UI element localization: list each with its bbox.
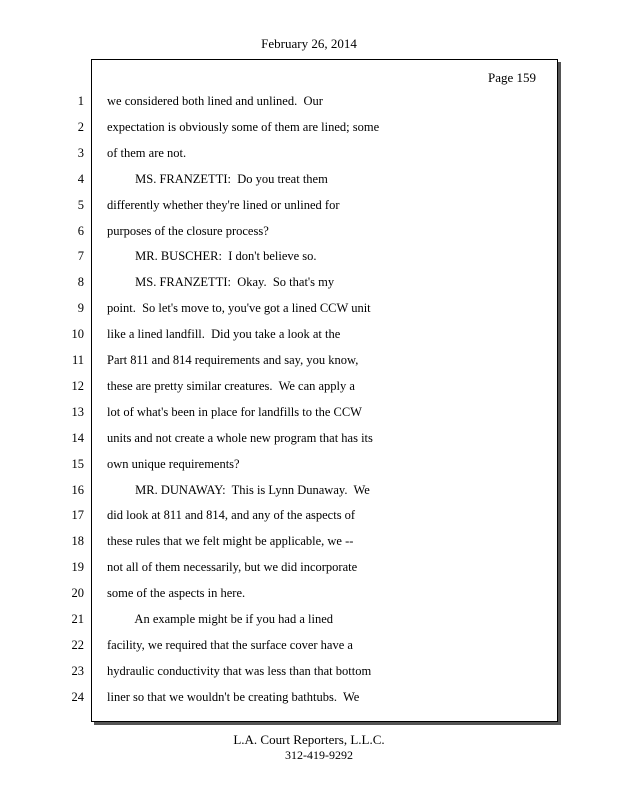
line-number: 11 bbox=[71, 353, 84, 367]
line-number: 1 bbox=[77, 94, 84, 108]
line-number: 21 bbox=[71, 612, 84, 626]
transcript-line bbox=[0, 429, 618, 447]
transcript-line bbox=[0, 506, 618, 524]
transcript-line bbox=[0, 481, 618, 499]
line-text: An example might be if you had a lined bbox=[107, 612, 333, 626]
line-number: 16 bbox=[71, 482, 84, 497]
transcript-line bbox=[0, 662, 618, 680]
line-number: 23 bbox=[71, 663, 84, 678]
line-text: like a lined landfill. Did you take a look at the bbox=[107, 327, 341, 342]
line-text: these rules that we felt might be applicable, we -- bbox=[107, 534, 354, 549]
line-text: MR. BUSCHER: I don't believe so. bbox=[107, 249, 317, 264]
line-text: own unique requirements? bbox=[107, 456, 240, 471]
transcript-line bbox=[0, 610, 618, 628]
transcript-line bbox=[0, 455, 618, 473]
line-text: liner so that we wouldn't be creating bathtubs. We bbox=[107, 689, 360, 704]
line-text: hydraulic conductivity that was less than that bottom bbox=[107, 663, 372, 678]
transcript-line bbox=[0, 325, 618, 343]
line-text: facility, we required that the surface cover have a bbox=[107, 637, 353, 652]
line-text: not all of them necessarily, but we did incorporate bbox=[107, 560, 358, 575]
line-number: 8 bbox=[77, 275, 84, 290]
line-text: differently whether they're lined or unlined for bbox=[107, 197, 340, 212]
transcript-line bbox=[0, 196, 618, 214]
transcript-line bbox=[0, 377, 618, 395]
page-number: Page 159 bbox=[488, 70, 537, 85]
line-number: 6 bbox=[77, 223, 84, 238]
line-text: of them are not. bbox=[107, 145, 187, 160]
line-text: units and not create a whole new program that has its bbox=[107, 430, 373, 445]
line-number: 12 bbox=[71, 378, 84, 393]
line-number: 22 bbox=[71, 637, 84, 652]
transcript-line bbox=[0, 299, 618, 317]
line-text: MR. DUNAWAY: This is Lynn Dunaway. We bbox=[107, 482, 370, 497]
transcript-line bbox=[0, 351, 618, 369]
line-text: did look at 811 and 814, and any of the aspects of bbox=[107, 508, 356, 523]
line-text: these are pretty similar creatures. We can apply a bbox=[107, 378, 355, 393]
line-number: 17 bbox=[71, 508, 84, 523]
line-text: lot of what's been in place for landfills to the CCW bbox=[107, 404, 362, 419]
footer-company: L.A. Court Reporters, L.L.C. bbox=[233, 732, 385, 747]
transcript-line bbox=[0, 403, 618, 421]
footer-phone: 312-419-9292 bbox=[285, 748, 353, 762]
line-number: 24 bbox=[71, 689, 84, 704]
transcript-line bbox=[0, 532, 618, 550]
transcript-line bbox=[0, 584, 618, 602]
line-text: MS. FRANZETTI: Okay. So that's my bbox=[107, 275, 335, 290]
transcript-line bbox=[0, 636, 618, 654]
line-text: Part 811 and 814 requirements and say, you know, bbox=[107, 353, 359, 367]
line-number: 15 bbox=[71, 456, 84, 471]
line-number: 4 bbox=[77, 171, 84, 186]
line-number: 14 bbox=[71, 430, 84, 445]
line-text: we considered both lined and unlined. Our bbox=[107, 94, 323, 108]
line-text: expectation is obviously some of them are lined; some bbox=[107, 119, 380, 134]
line-number: 20 bbox=[71, 586, 84, 601]
line-number: 7 bbox=[77, 249, 84, 264]
line-text: purposes of the closure process? bbox=[107, 223, 269, 238]
transcript-line bbox=[0, 92, 618, 110]
line-text: MS. FRANZETTI: Do you treat them bbox=[107, 171, 328, 186]
transcript-line bbox=[0, 170, 618, 188]
transcript-line bbox=[0, 247, 618, 265]
transcript-line bbox=[0, 688, 618, 706]
header-date: February 26, 2014 bbox=[261, 36, 357, 51]
line-number: 19 bbox=[71, 560, 84, 575]
line-number: 18 bbox=[71, 534, 84, 549]
transcript-line bbox=[0, 222, 618, 240]
line-number: 9 bbox=[77, 301, 84, 316]
line-number: 10 bbox=[71, 327, 84, 342]
line-number: 3 bbox=[77, 145, 84, 160]
line-number: 13 bbox=[71, 404, 84, 419]
transcript-line bbox=[0, 118, 618, 136]
transcript-line bbox=[0, 273, 618, 291]
line-number: 2 bbox=[77, 119, 84, 134]
line-text: point. So let's move to, you've got a lined CCW unit bbox=[107, 301, 371, 316]
transcript-line bbox=[0, 558, 618, 576]
transcript-line bbox=[0, 144, 618, 162]
line-text: some of the aspects in here. bbox=[107, 586, 246, 601]
line-number: 5 bbox=[77, 197, 84, 212]
